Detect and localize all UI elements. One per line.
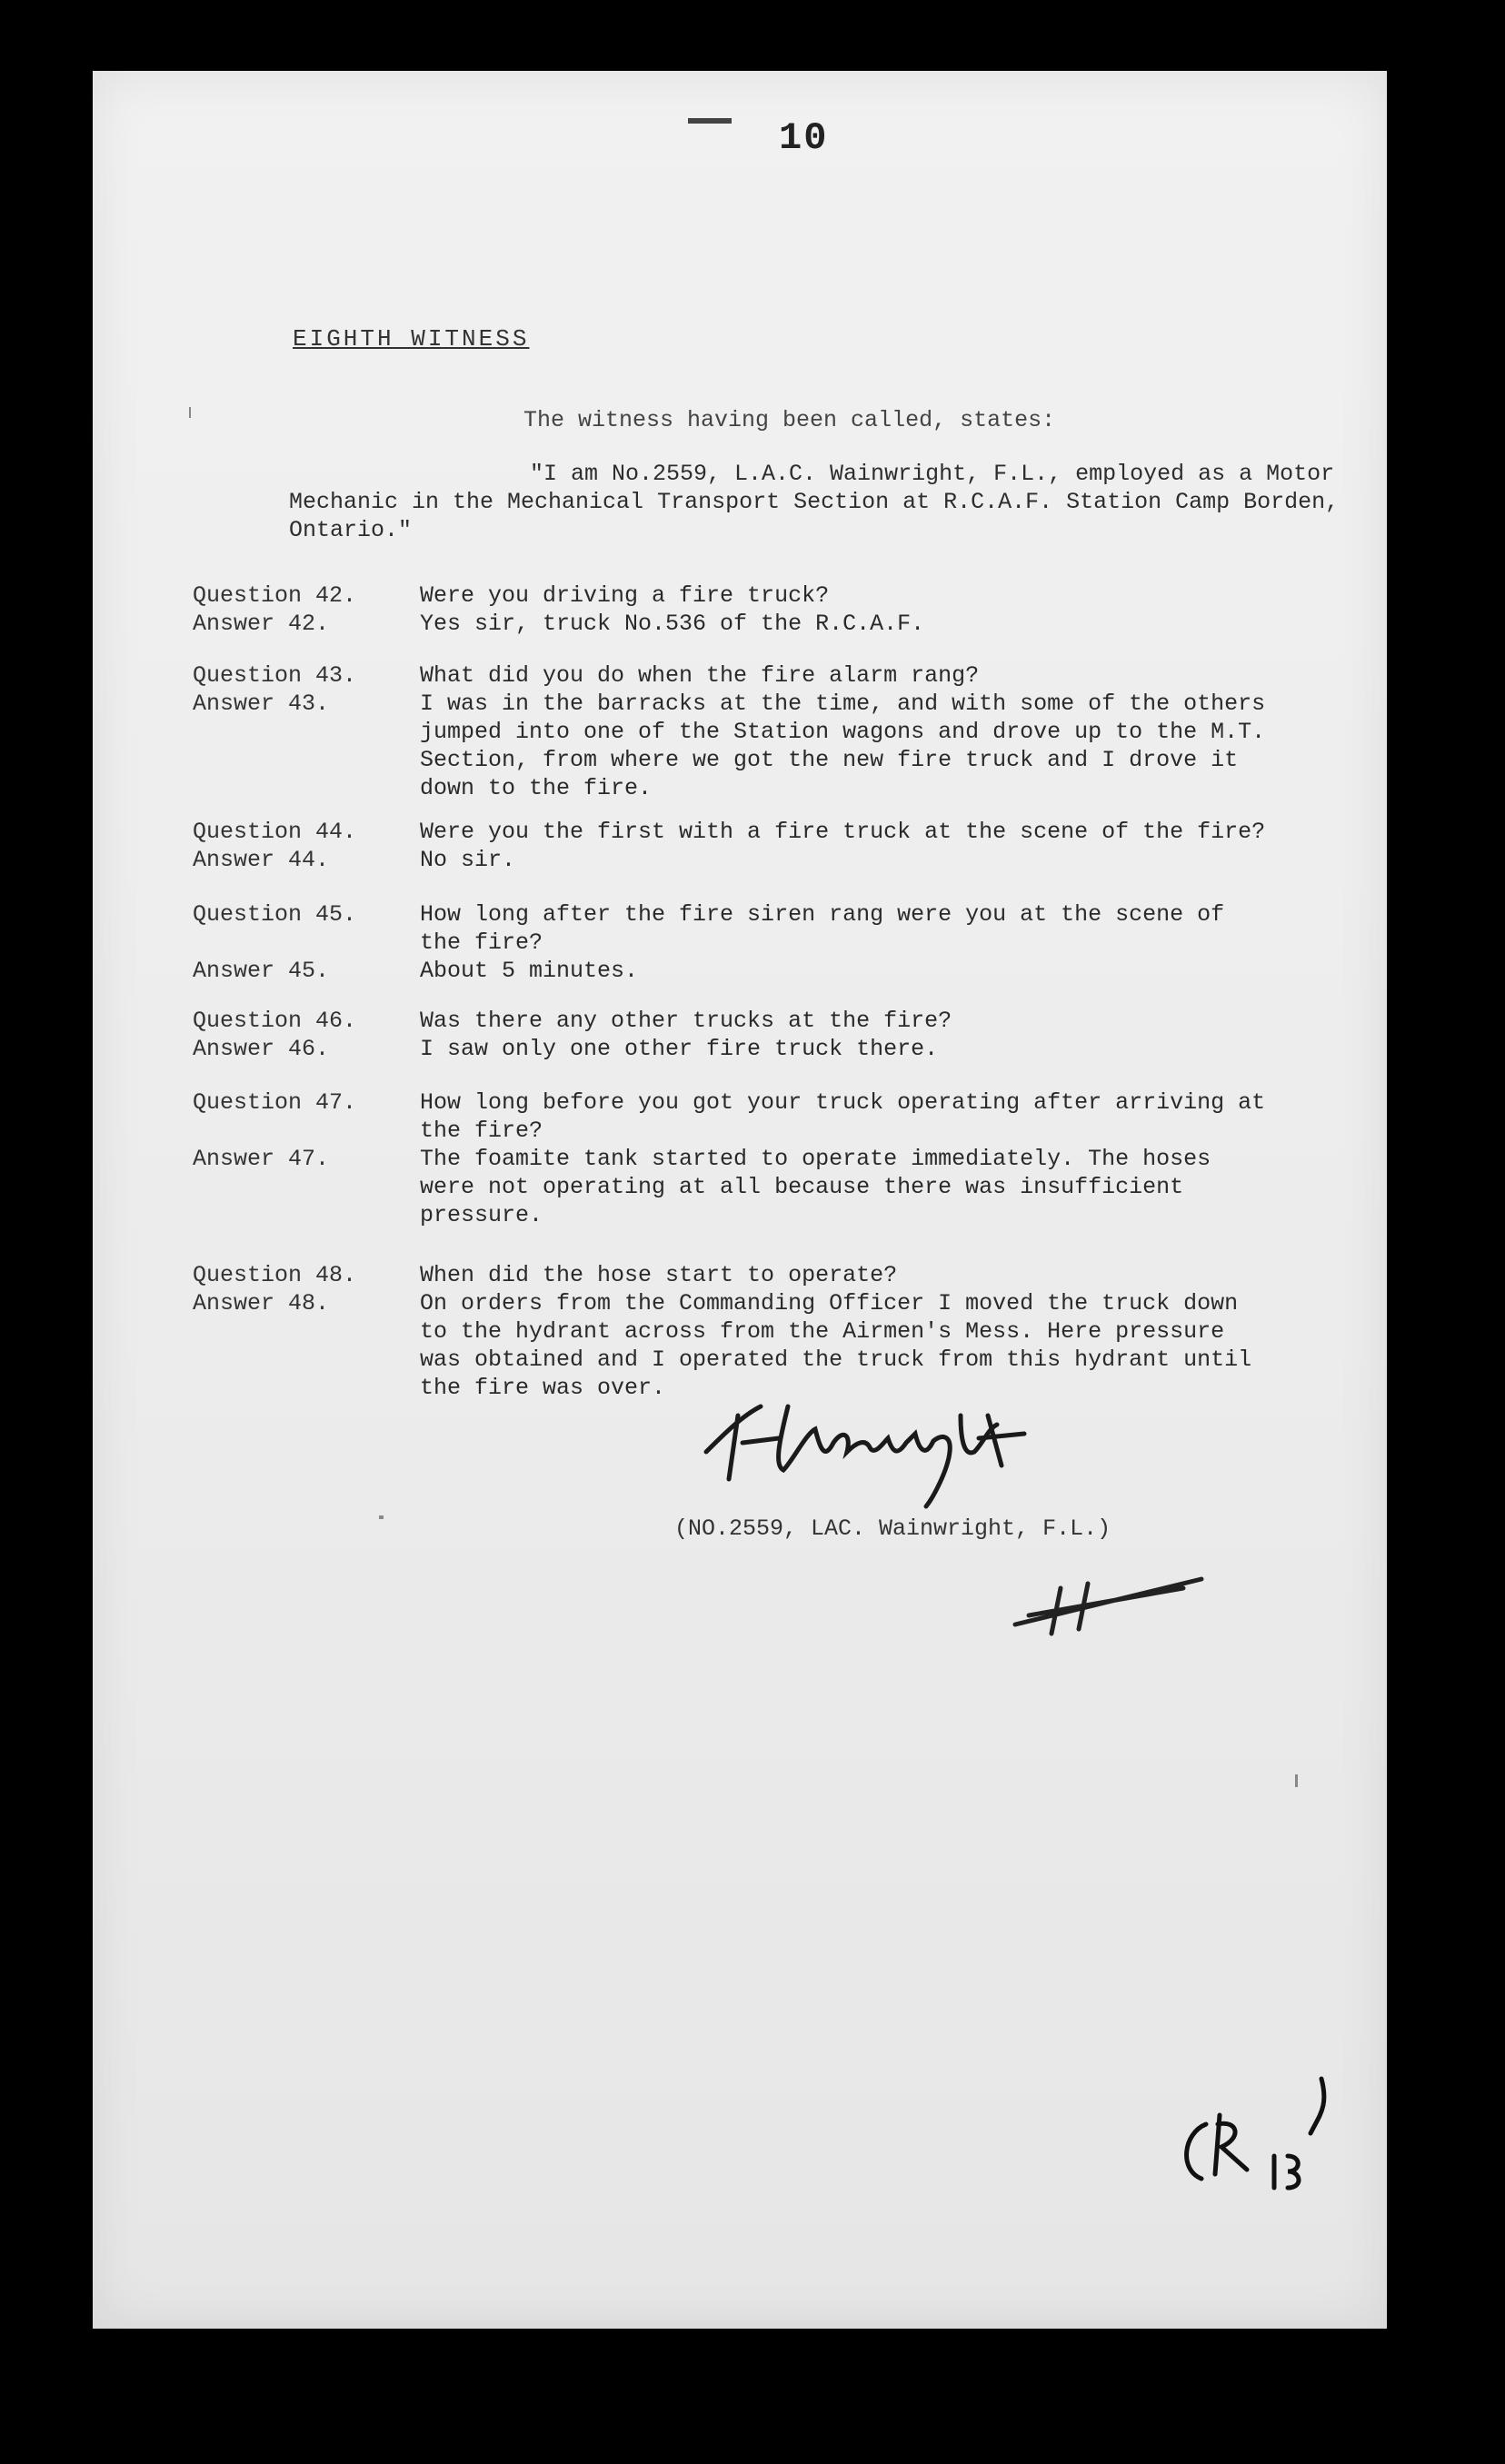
- qa-block: [193, 1088, 1374, 1229]
- question-label: Question 45.: [193, 901, 357, 928]
- answer-label: Answer 46.: [193, 1036, 330, 1062]
- answer-text: The foamite tank started to operate immediately. The hoses were not operating at all because there was insufficient pressure.: [420, 1146, 1211, 1228]
- stray-mark: [379, 1515, 384, 1519]
- answer-text: No sir.: [420, 847, 516, 873]
- question-label: Question 47.: [193, 1089, 357, 1116]
- answer-row: [193, 846, 1374, 874]
- qa-block: [193, 581, 1374, 638]
- answer-row: [193, 610, 1374, 638]
- question-text: When did the hose start to operate?: [420, 1262, 898, 1288]
- witness-statement: "I am No.2559, L.A.C. Wainwright, F.L., employed as a Motor Mechanic in the Mechanical Transport Section at R.C.A.F. Station Camp Borden, Ontario.": [289, 461, 1340, 543]
- answer-text: On orders from the Commanding Officer I moved the truck down to the hydrant across from the Airmen's Mess. Here pressure was obtained and I operated the truck from this hydrant until the fire was over.: [420, 1290, 1252, 1401]
- question-row: [193, 581, 1374, 610]
- section-heading: EIGHTH WITNESS: [293, 325, 530, 353]
- qa-block: [193, 818, 1374, 874]
- answer-label: Answer 43.: [193, 691, 330, 717]
- answer-label: Answer 48.: [193, 1290, 330, 1316]
- tally-mark: [1011, 1561, 1211, 1643]
- qa-block: [193, 1007, 1374, 1063]
- question-label: Question 46.: [193, 1008, 357, 1034]
- question-text: How long after the fire siren rang were you at the scene of the fire?: [420, 901, 1225, 956]
- intro-line: The witness having been called, states:: [523, 407, 1056, 433]
- answer-label: Answer 45.: [193, 958, 330, 984]
- corner-initials: [1165, 2070, 1347, 2215]
- handwritten-signature: [688, 1379, 1070, 1515]
- question-text: How long before you got your truck operating after arriving at the fire?: [420, 1089, 1266, 1144]
- question-text: Were you driving a fire truck?: [420, 582, 830, 609]
- qa-block: [193, 661, 1374, 802]
- answer-text: Yes sir, truck No.536 of the R.C.A.F.: [420, 611, 925, 637]
- question-row: [193, 1007, 1374, 1035]
- answer-row: [193, 1035, 1374, 1063]
- question-row: [193, 818, 1374, 846]
- document-page: [93, 71, 1387, 2329]
- question-row: [193, 661, 1374, 690]
- qa-block: [193, 900, 1374, 985]
- answer-row: [193, 690, 1374, 802]
- answer-text: I was in the barracks at the time, and with some of the others jumped into one of the Station wagons and drove up to the M.T. Section, from where we got the new fire truck and I drove it down to the fire.: [420, 691, 1266, 801]
- answer-text: I saw only one other fire truck there.: [420, 1036, 939, 1062]
- question-label: Question 48.: [193, 1262, 357, 1288]
- question-label: Question 42.: [193, 582, 357, 609]
- answer-label: Answer 47.: [193, 1146, 330, 1172]
- answer-row: [193, 957, 1374, 985]
- stray-mark: [1295, 1774, 1298, 1787]
- question-label: Question 43.: [193, 662, 357, 689]
- answer-text: About 5 minutes.: [420, 958, 639, 984]
- page-number: 10: [779, 116, 829, 160]
- question-label: Question 44.: [193, 819, 357, 845]
- answer-label: Answer 44.: [193, 847, 330, 873]
- question-text: Was there any other trucks at the fire?: [420, 1008, 952, 1034]
- witness-signature-line: (NO.2559, LAC. Wainwright, F.L.): [674, 1515, 1111, 1542]
- header-mark: [688, 118, 732, 145]
- margin-mark: [189, 407, 191, 418]
- answer-label: Answer 42.: [193, 611, 330, 637]
- question-row: [193, 1088, 1374, 1145]
- question-text: Were you the first with a fire truck at the scene of the fire?: [420, 819, 1266, 845]
- question-row: [193, 1261, 1374, 1289]
- question-row: [193, 900, 1374, 957]
- question-text: What did you do when the fire alarm rang?: [420, 662, 980, 689]
- answer-row: [193, 1145, 1374, 1229]
